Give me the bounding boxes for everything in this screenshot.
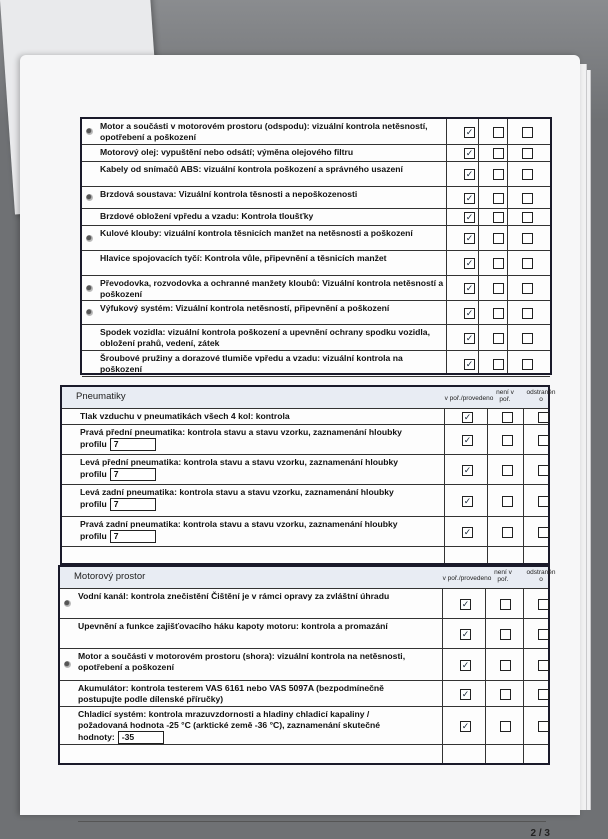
ok-checkbox[interactable]: ✓ xyxy=(465,233,474,243)
row-text: Kabely od snímačů ABS: vizuální kontrola poškození a správného usazení xyxy=(100,164,403,174)
fixed-checkbox[interactable] xyxy=(538,496,549,507)
bullet-icon xyxy=(86,309,93,316)
checklist-row xyxy=(82,209,550,226)
row-label xyxy=(100,189,445,200)
fixed-checkbox[interactable] xyxy=(538,629,549,640)
row-label xyxy=(78,709,408,744)
ok-checkbox[interactable]: ✓ xyxy=(465,332,474,343)
section-title: Motorový prostor xyxy=(74,571,146,582)
not-ok-checkbox[interactable] xyxy=(500,660,511,671)
fixed-checkbox[interactable] xyxy=(522,193,533,204)
fixed-checkbox[interactable] xyxy=(522,127,533,138)
fixed-checkbox[interactable] xyxy=(538,435,549,446)
not-ok-checkbox[interactable] xyxy=(493,127,504,138)
checklist-row xyxy=(60,619,548,649)
fixed-checkbox[interactable] xyxy=(522,212,533,223)
measured-value-field[interactable]: 7 xyxy=(110,530,156,543)
row-label xyxy=(80,411,410,422)
ok-checkbox[interactable]: ✓ xyxy=(461,628,470,639)
checklist-row xyxy=(62,517,548,547)
bullet-icon xyxy=(86,194,93,201)
not-ok-checkbox[interactable] xyxy=(493,148,504,159)
measured-value-field[interactable]: 7 xyxy=(110,468,156,481)
page-number: 2 / 3 xyxy=(530,828,550,839)
row-text: Spodek vozidla: vizuální kontrola poškození a upevnění ochrany spodku vozidla, obložení prahů, vedení, zátek xyxy=(100,327,430,348)
row-text: Levá zadní pneumatika: kontrola stavu a stavu vzorku, zaznamenání hloubky profilu xyxy=(80,487,394,509)
row-text: Chladicí systém: kontrola mrazuvzdornosti a hladiny chladicí kapaliny / požadovaná hodnota -25 °C (arktické země -36 °C), zaznamenání skutečné hodnoty: xyxy=(78,709,381,742)
not-ok-checkbox[interactable] xyxy=(493,233,504,244)
bullet-icon xyxy=(86,285,93,292)
ok-checkbox[interactable]: ✓ xyxy=(463,411,472,422)
fixed-checkbox[interactable] xyxy=(522,359,533,370)
row-label xyxy=(100,353,445,375)
fixed-checkbox[interactable] xyxy=(538,689,549,700)
checklist-row xyxy=(60,589,548,619)
ok-checkbox[interactable]: ✓ xyxy=(465,258,474,268)
not-ok-checkbox[interactable] xyxy=(500,689,511,700)
checklist-row xyxy=(82,276,550,301)
fixed-checkbox[interactable] xyxy=(538,527,549,538)
ok-checkbox[interactable]: ✓ xyxy=(465,126,474,137)
not-ok-checkbox[interactable] xyxy=(502,435,513,446)
fixed-checkbox[interactable] xyxy=(522,333,533,344)
checklist-row xyxy=(82,162,550,187)
column-header: v poř./provedeno xyxy=(444,395,494,402)
ok-checkbox[interactable]: ✓ xyxy=(465,212,474,222)
row-label xyxy=(100,147,445,158)
measured-value-field[interactable]: -35 xyxy=(118,731,164,744)
row-label xyxy=(78,621,408,632)
row-label xyxy=(100,121,445,143)
ok-checkbox[interactable]: ✓ xyxy=(461,720,470,731)
row-label xyxy=(80,487,410,511)
fixed-checkbox[interactable] xyxy=(538,599,549,610)
row-text: Kulové klouby: vizuální kontrola těsnicích manžet na netěsnosti a poškození xyxy=(100,228,413,238)
fixed-checkbox[interactable] xyxy=(522,169,533,180)
column-header: odstraněn o xyxy=(526,569,556,583)
row-text: Akumulátor: kontrola testerem VAS 6161 nebo VAS 5097A (bezpodmínečně postupujte podle dílenské příručky) xyxy=(78,683,384,704)
ok-checkbox[interactable]: ✓ xyxy=(463,434,472,445)
row-text: Motorový olej: vypuštění nebo odsátí; výměna olejového filtru xyxy=(100,147,354,157)
ok-checkbox[interactable]: ✓ xyxy=(463,526,472,537)
ok-checkbox[interactable]: ✓ xyxy=(465,148,474,158)
checklist-row xyxy=(82,301,550,325)
row-text: Šroubové pružiny a dorazové tlumiče vpředu a vzadu: vizuální kontrola na poškození xyxy=(100,353,403,374)
ok-checkbox[interactable]: ✓ xyxy=(461,688,470,699)
checklist-row xyxy=(82,187,550,209)
row-label xyxy=(80,427,410,451)
ok-checkbox[interactable]: ✓ xyxy=(465,307,474,318)
not-ok-checkbox[interactable] xyxy=(500,629,511,640)
not-ok-checkbox[interactable] xyxy=(500,721,511,732)
row-text: Pravá zadní pneumatika: kontrola stavu a stavu vzorku, zaznamenání hloubky profilu xyxy=(80,519,398,541)
fixed-checkbox[interactable] xyxy=(538,721,549,732)
checklist-row xyxy=(62,425,548,455)
row-label xyxy=(100,253,445,264)
row-label xyxy=(80,457,410,481)
ok-checkbox[interactable]: ✓ xyxy=(461,659,470,670)
checklist-row xyxy=(82,251,550,276)
section-tires xyxy=(60,385,556,565)
not-ok-checkbox[interactable] xyxy=(502,412,513,423)
row-label xyxy=(80,519,410,543)
ok-checkbox[interactable]: ✓ xyxy=(465,169,474,179)
not-ok-checkbox[interactable] xyxy=(493,333,504,344)
section-header xyxy=(60,567,556,589)
row-label xyxy=(100,211,445,222)
not-ok-checkbox[interactable] xyxy=(493,258,504,269)
checklist-row xyxy=(82,226,550,251)
fixed-checkbox[interactable] xyxy=(522,258,533,269)
row-text: Vodní kanál: kontrola znečistění Čištění je v rámci opravy za zvláštní úhradu xyxy=(78,591,390,601)
row-text: Motor a součásti v motorovém prostoru (odspodu): vizuální kontrola netěsností, opotřebení a poškození xyxy=(100,121,428,142)
row-text: Hlavice spojovacích tyčí: Kontrola vůle, připevnění a těsnicích manžet xyxy=(100,253,387,263)
checklist-row xyxy=(62,455,548,485)
not-ok-checkbox[interactable] xyxy=(502,496,513,507)
row-label xyxy=(100,164,445,175)
fixed-checkbox[interactable] xyxy=(522,148,533,159)
fixed-checkbox[interactable] xyxy=(522,233,533,244)
row-label xyxy=(100,228,445,239)
fixed-checkbox[interactable] xyxy=(522,308,533,319)
not-ok-checkbox[interactable] xyxy=(500,599,511,610)
row-text: Tlak vzduchu v pneumatikách všech 4 kol: kontrola xyxy=(80,411,290,421)
bullet-icon xyxy=(64,600,71,607)
checklist-row xyxy=(60,681,548,707)
bullet-icon xyxy=(86,235,93,242)
measured-value-field[interactable]: 7 xyxy=(110,498,156,511)
bullet-icon xyxy=(86,128,93,135)
row-text: Výfukový systém: Vizuální kontrola netěsností, připevnění a poškození xyxy=(100,303,390,313)
checklist-row xyxy=(62,485,548,517)
section-undercarriage xyxy=(80,117,552,375)
row-label xyxy=(100,278,445,300)
checklist-row xyxy=(82,145,550,162)
not-ok-checkbox[interactable] xyxy=(502,465,513,476)
fixed-checkbox[interactable] xyxy=(522,283,533,294)
fixed-checkbox[interactable] xyxy=(538,465,549,476)
row-label xyxy=(78,591,408,602)
row-text: Levá přední pneumatika: kontrola stavu a stavu vzorku, zaznamenání hloubky profilu xyxy=(80,457,399,479)
checklist-row xyxy=(60,707,548,745)
row-text: Převodovka, rozvodovka a ochranné manžety kloubů: Vizuální kontrola netěsností a poškození xyxy=(100,278,444,299)
column-header: odstraněn o xyxy=(526,389,556,403)
row-text: Pravá přední pneumatika: kontrola stavu a stavu vzorku, zaznamenání hloubky profilu xyxy=(80,427,402,449)
not-ok-checkbox[interactable] xyxy=(493,193,504,204)
column-header: není v poř. xyxy=(494,569,512,583)
row-label xyxy=(78,683,408,705)
checklist-row xyxy=(60,649,548,681)
not-ok-checkbox[interactable] xyxy=(493,169,504,180)
ok-checkbox[interactable]: ✓ xyxy=(465,283,474,293)
section-header xyxy=(62,387,556,409)
checklist-row xyxy=(82,119,550,145)
ok-checkbox[interactable]: ✓ xyxy=(463,464,472,475)
not-ok-checkbox[interactable] xyxy=(493,359,504,370)
section-engine-bay xyxy=(58,565,556,765)
not-ok-checkbox[interactable] xyxy=(493,283,504,294)
ok-checkbox[interactable]: ✓ xyxy=(461,598,470,609)
ok-checkbox[interactable]: ✓ xyxy=(465,192,474,203)
not-ok-checkbox[interactable] xyxy=(502,527,513,538)
checklist-page xyxy=(20,55,580,839)
row-text: Brzdové obložení vpředu a vzadu: Kontrola tloušťky xyxy=(100,211,314,221)
column-header: není v poř. xyxy=(496,389,514,403)
row-label xyxy=(78,651,408,673)
checklist-row xyxy=(82,325,550,351)
row-text: Upevnění a funkce zajišťovacího háku kapoty motoru: kontrola a promazání xyxy=(78,621,388,631)
row-text: Brzdová soustava: Vizuální kontrola těsnosti a nepoškozenosti xyxy=(100,189,358,199)
row-text: Motor a součásti v motorovém prostoru (shora): vizuální kontrola na netěsnosti, opotřebení a poškození xyxy=(78,651,406,672)
not-ok-checkbox[interactable] xyxy=(493,212,504,223)
footer-divider xyxy=(78,821,546,822)
fixed-checkbox[interactable] xyxy=(538,660,549,671)
checklist-row xyxy=(82,351,550,377)
bullet-icon xyxy=(64,661,71,668)
section-title: Pneumatiky xyxy=(76,391,126,402)
row-label xyxy=(100,303,445,314)
not-ok-checkbox[interactable] xyxy=(493,308,504,319)
measured-value-field[interactable]: 7 xyxy=(110,438,156,451)
ok-checkbox[interactable]: ✓ xyxy=(463,495,472,506)
fixed-checkbox[interactable] xyxy=(538,412,549,423)
row-label xyxy=(100,327,445,349)
checklist-row xyxy=(62,409,548,425)
column-header: v poř./provedeno xyxy=(442,575,492,582)
ok-checkbox[interactable]: ✓ xyxy=(465,358,474,369)
